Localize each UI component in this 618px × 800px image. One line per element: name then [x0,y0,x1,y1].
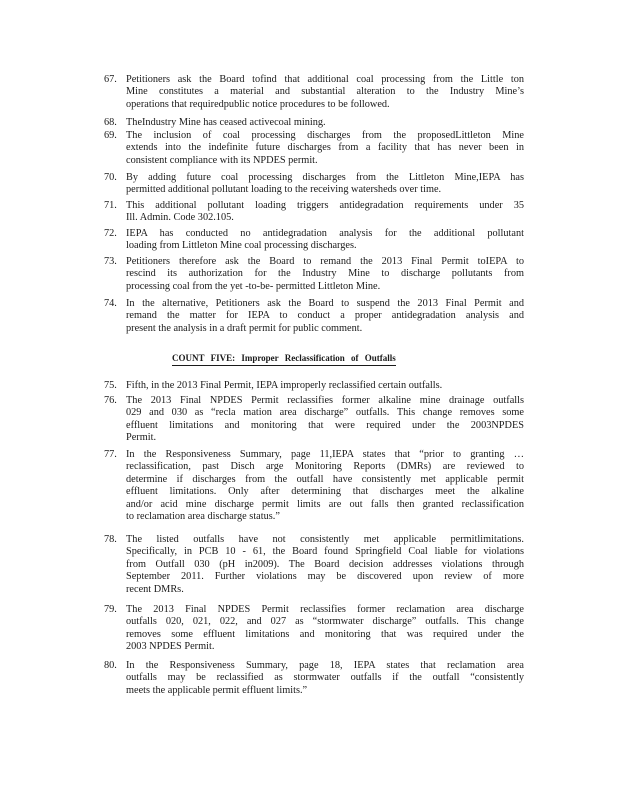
paragraph-line [104,268,524,280]
numbered-paragraph [104,228,524,253]
paragraph-line [104,142,524,154]
line-text: Fifth, in the 2013 Final Permit, IEPA improperly reclassified certain outfalls. [126,380,443,391]
paragraph-line [104,256,524,268]
paragraph-line [104,499,524,511]
line-text: In the alternative, Petitioners ask the Board to suspend the 2013 Final Permit and [126,298,524,309]
line-text: Specifically, in PCB 10 - 61, the Board found Springfield Coal liable for violations [126,546,524,558]
line-text: The 2013 Final NPDES Permit reclassifies former alkaline mine drainage outfalls [126,395,524,406]
paragraph-number: 77. [104,449,117,460]
paragraph-line [104,420,524,432]
line-text: The 2013 Final NPDES Permit reclassifies former reclamation area discharge [126,604,524,615]
paragraph-number: 79. [104,604,117,615]
paragraph-line [104,546,524,558]
paragraph-line [104,616,524,628]
line-text: outfalls may be reclassified as stormwater outfalls if the outfall “consistently [126,672,524,684]
paragraph-line [104,298,524,310]
numbered-paragraph [104,130,524,167]
numbered-paragraph [104,298,524,335]
numbered-paragraph [104,200,524,225]
numbered-paragraph [104,117,524,129]
paragraph-line [104,74,524,86]
paragraph-line [104,281,524,293]
line-text: reclassification, past Disch arge Monitoring Reports (DMRs) are reviewed to [126,461,524,473]
line-text: effluent limitations. Only after determining that discharges meet the alkaline [126,486,524,498]
paragraph-line [104,117,524,129]
paragraph-line [104,584,524,596]
paragraph-line [104,380,524,392]
paragraph-line [104,534,524,546]
line-text: This additional pollutant loading triggers antidegradation requirements under 35 [126,200,524,211]
numbered-paragraph [104,449,524,523]
line-text: 029 and 030 as “recla mation area discharge” outfalls. This change removes some [126,407,524,419]
paragraph-line [104,685,524,697]
paragraph-line [104,559,524,571]
line-text: recent DMRs. [126,583,184,595]
line-text: TheIndustry Mine has ceased activecoal mining. [126,117,326,128]
numbered-paragraph [104,172,524,197]
numbered-paragraph [104,660,524,697]
line-text: loading from Littleton Mine coal processing discharges. [126,240,357,252]
line-text: In the Responsiveness Summary, page 18, IEPA states that reclamation area [126,660,524,671]
paragraph-line [104,130,524,142]
paragraph-line [104,407,524,419]
line-text: Permit. [126,432,157,444]
paragraph-number: 67. [104,74,117,85]
paragraph-line [104,571,524,583]
line-text: Ill. Admin. Code 302.105. [126,212,234,224]
line-text: processing coal from the yet -to-be- permitted Littleton Mine. [126,280,381,292]
paragraph-line [104,432,524,444]
paragraph-number: 78. [104,534,117,545]
section-heading: COUNT FIVE: Improper Reclassification of Outfalls [172,353,396,366]
paragraph-number: 68. [104,117,117,128]
line-text: extends into the indefinite future discharges from a facility that has never been in [126,142,524,154]
line-text: Mine constitutes a material and substantial alteration to the Industry Mine’s [126,86,524,98]
line-text: Petitioners ask the Board tofind that additional coal processing from the Little ton [126,74,524,85]
paragraph-line [104,228,524,240]
line-text: and/or acid mine discharge permit limits are out falls then granted reclassification [126,498,524,510]
paragraph-line [104,660,524,672]
line-text: meets the applicable permit effluent limits.” [126,684,308,696]
paragraph-number: 80. [104,660,117,671]
paragraph-number: 72. [104,228,117,239]
line-text: determine if discharges from the outfall have consistently met applicable permit [126,473,524,485]
line-text: Petitioners therefore ask the Board to remand the 2013 Final Permit toIEPA to [126,256,524,267]
line-text: remand the matter for IEPA to conduct a proper antidegradation analysis and [126,310,524,322]
paragraph-line [104,641,524,653]
paragraph-line [104,200,524,212]
numbered-paragraph [104,604,524,654]
paragraph-line [104,212,524,224]
paragraph-line [104,99,524,111]
line-text: rescind its authorization for the Industry Mine to discharge pollutants from [126,268,524,280]
paragraph-line [104,511,524,523]
numbered-paragraph [104,534,524,596]
numbered-paragraph [104,256,524,293]
paragraph-line [104,449,524,461]
paragraph-number: 71. [104,200,117,211]
numbered-paragraph [104,395,524,445]
paragraph-line [104,86,524,98]
paragraph-line [104,486,524,498]
line-text: operations that requiredpublic notice procedures to be followed. [126,98,390,110]
paragraph-line [104,672,524,684]
paragraph-line [104,604,524,616]
line-text: removes some effluent limitations and monitoring that was required under the [126,628,524,640]
line-text: permitted additional pollutant loading to the receiving watersheds over time. [126,184,442,196]
paragraph-line [104,172,524,184]
paragraph-line [104,461,524,473]
paragraph-number: 75. [104,380,117,391]
line-text: September 2011. Further violations may be discovered upon review of more [126,571,524,583]
paragraph-line [104,155,524,167]
line-text: consistent compliance with its NPDES permit. [126,154,318,166]
paragraph-line [104,310,524,322]
paragraph-number: 69. [104,130,117,141]
numbered-paragraph [104,380,524,392]
line-text: present the analysis in a draft permit for public comment. [126,322,363,334]
line-text: outfalls 020, 021, 022, and 027 as “stormwater discharge” outfalls. This change [126,616,524,628]
line-text: to reclamation area discharge status.” [126,511,280,523]
paragraph-line [104,240,524,252]
paragraph-line [104,184,524,196]
line-text: In the Responsiveness Summary, page 11,IEPA states that “prior to granting … [126,449,524,460]
paragraph-number: 76. [104,395,117,406]
paragraph-line [104,395,524,407]
line-text: The inclusion of coal processing discharges from the proposedLittleton Mine [126,130,524,141]
paragraph-line [104,474,524,486]
line-text: By adding future coal processing discharges from the Littleton Mine,IEPA has [126,172,524,183]
line-text: The listed outfalls have not consistently met applicable permitlimitations. [126,534,524,545]
line-text: IEPA has conducted no antidegradation analysis for the additional pollutant [126,228,524,239]
paragraph-line [104,323,524,335]
paragraph-line [104,629,524,641]
line-text: effluent limitations and monitoring that were required under the 2003NPDES [126,419,524,431]
line-text: from Outfall 030 (pH in2009). The Board decision addresses violations through [126,558,524,570]
paragraph-number: 73. [104,256,117,267]
numbered-paragraph [104,74,524,111]
paragraph-number: 70. [104,172,117,183]
line-text: 2003 NPDES Permit. [126,641,215,653]
paragraph-number: 74. [104,298,117,309]
